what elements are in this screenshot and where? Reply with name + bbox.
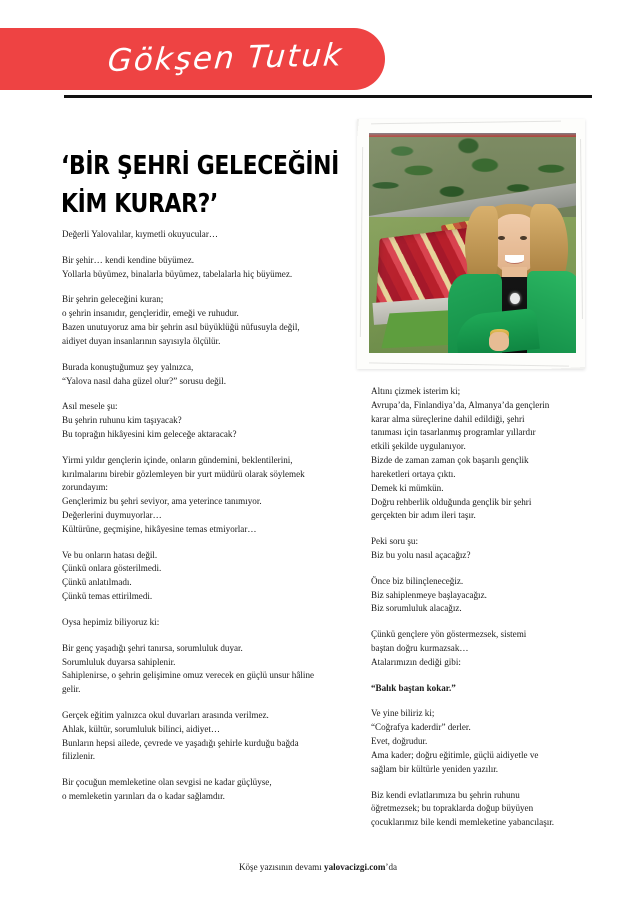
person-necklace-pendant [510,293,520,304]
page-title [61,148,339,223]
person-hair-left [465,206,498,285]
photo-tear-bottom [369,362,569,366]
article-paragraph: Ve bu onların hatası değil. Çünkü onlara gösterilmedi. Çünkü anlatılmadı. Çünkü temas ettirilmedi. [62,549,162,602]
author-name: Gökşen Tutuk [106,37,345,80]
article-paragraph: Gerçek eğitim yalnızca okul duvarları arasında verilmez. Ahlak, kültür, sorumluluk bilinci, aidiyet… Bunların hepsi ailede, çevrede ve yaşadığı şehirle kurduğu bağda filizlenir. [62,709,299,762]
person-eye-left [498,236,505,240]
article-paragraph: Bir genç yaşadığı şehri tanırsa, sorumluluk duyar. Sorumluluk duyarsa sahiplenir. Sahiplenirse, o şehrin gelişimine omuz verecek en güçlü unsur hâline gelir. [62,642,315,695]
article-paragraph: Burada konuştuğumuz şey yalnızca, “Yalova nasıl daha güzel olur?” sorusu değil. [62,361,226,386]
photo-image [369,133,576,353]
article-paragraph: Yirmi yıldır gençlerin içinde, onların gündemini, beklentilerini, kırılmalarını birebir gözlemleyen bir yurt müdürü olarak söylemek zorundayım: Gençlerimiz bu şehri seviyor, ama yeterince tanımıyor. Değerlerini duymuyorlar… Kültürüne, geçmişine, hikâyesine temas etmiyorlar… [62,454,305,534]
article-right-column [371,385,623,830]
footer-prefix: Köşe yazısının devamı [238,862,325,872]
person-hand [489,332,509,351]
author-photo [357,119,585,369]
article-paragraph: Ve yine biliriz ki; “Coğrafya kaderdir” derler. Evet, doğrudur. Ama kader; doğru eğitimle, güçlü aidiyetle ve sağlam bir kültürle yeniden yazılır. [371,708,539,774]
article-paragraph: Bir şehrin geleceğini kuran; o şehrin insanıdır, gençleridir, emeği ve ruhudur. Bazen unutuyoruz ama bir şehrin asıl büyüklüğü nüfusuyla değil, aidiyet duyan insanlarının sayısıyla ölçülür. [62,294,300,346]
article-paragraph: Asıl mesele şu: Bu şehrin ruhunu kim taşıyacak? Bu toprağın hikâyesini kim geleceğe aktaracak? [62,401,237,439]
article-paragraph: Değerli Yalovalılar, kıymetli okuyucular… [62,229,218,239]
page-title-line-2: KİM KURAR?’ [61,188,219,219]
person-eye-right [520,236,527,240]
person-smile [505,255,524,264]
photo-tear-top [371,121,561,125]
photo-torn-frame [357,119,585,369]
article-paragraph: Biz kendi evlatlarımıza bu şehrin ruhunu öğretmezsek; bu topraklarda doğup büyüyen çocuklarımız bile kendi memleketine yabancılaşır. [371,789,555,828]
article-paragraph: Peki soru şu: Biz bu yolu nasıl açacağız? [371,536,471,560]
footer-continuation-note [0,862,636,872]
article-paragraph: Bir şehir… kendi kendine büyümez. Yollarla büyümez, binalarla büyümez, tabelalarla hiç büyümez. [62,254,293,279]
article-paragraph: Oysa hepimiz biliyoruz ki: [62,616,160,627]
page-title-line-1: ‘BİR ŞEHRİ GELECEĞİNİ [61,151,339,182]
header-divider-rule [64,95,592,98]
article-proverb: “Balık baştan kokar.” [371,682,456,693]
article-paragraph: Önce biz bilinçleneceğiz. Biz sahiplenmeye başlayacağız. Biz sorumluluk alacağız. [371,575,487,614]
photo-tear-left [360,147,363,337]
photo-person [448,195,576,353]
article-paragraph: Çünkü gençlere yön göstermezsek, sistemi baştan doğru kurmazsak… Atalarımızın dediği gibi: [371,629,527,667]
footer-suffix: ’da [385,862,398,872]
article-paragraph: Altını çizmek isterim ki; Avrupa’da, Finlandiya’da, Almanya’da gençlerin karar alma süreçlerine dahil edildiği, şehri tanıması için tasarlanmış programlar yıllardır etkili şekilde uygulanıyor. Bizde de zaman zaman çok başarılı gençlik hareketleri ortaya çıktı. Demek ki mümkün. Doğru rehberlik olduğunda gençlik bir şehri gerçekten bir adım ileri taşır. [371,386,550,521]
footer-site-link[interactable]: yalovacizgi.com [324,862,386,872]
article-left-column [62,228,348,804]
photo-tear-right [580,139,583,319]
author-banner [0,28,385,90]
article-paragraph: Bir çocuğun memleketine olan sevgisi ne kadar güçlüyse, o memleketin yarınları da o kadar sağlamdır. [62,777,272,801]
